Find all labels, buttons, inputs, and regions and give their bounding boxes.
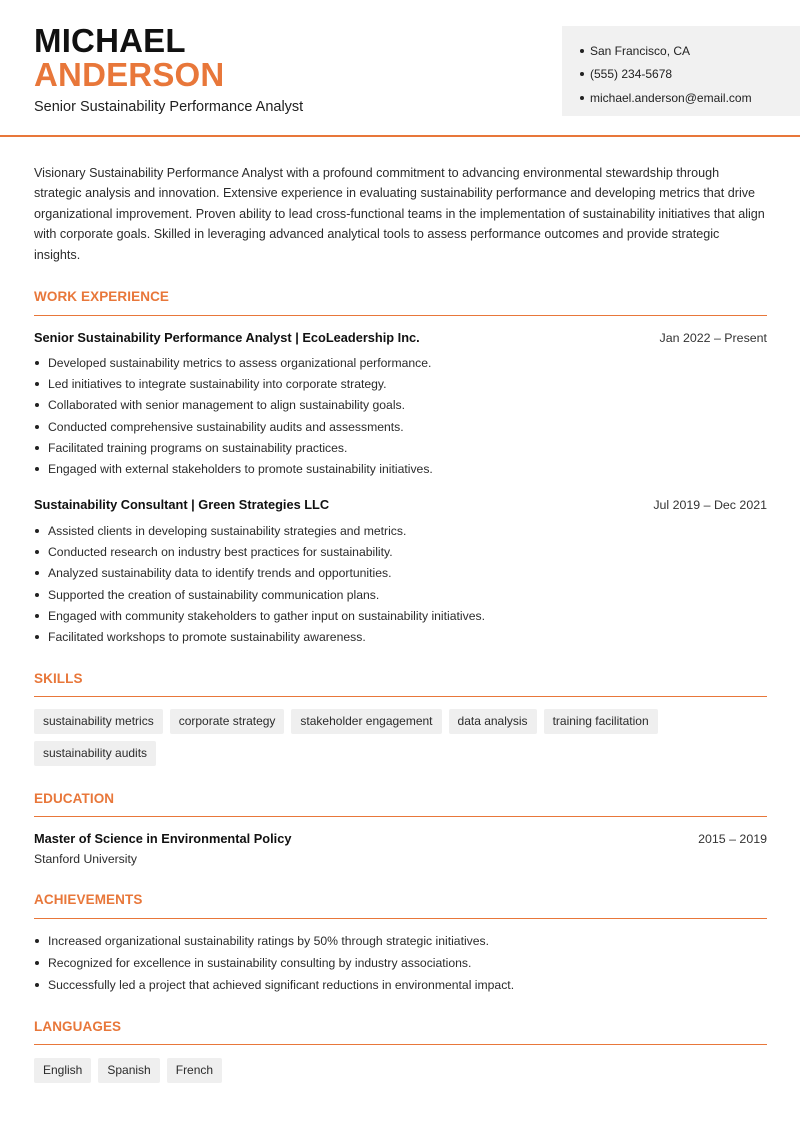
bullet-icon	[35, 635, 39, 639]
job-bullets	[34, 520, 767, 648]
job-bullets	[34, 352, 767, 480]
section-title-work: WORK EXPERIENCE	[34, 289, 170, 304]
job-role: Sustainability Consultant | Green Strategies LLC	[34, 497, 330, 512]
list-item	[34, 458, 767, 479]
section-title-achievements: ACHIEVEMENTS	[34, 892, 143, 907]
contact-phone-text[interactable]: (555) 234-5678	[590, 67, 673, 82]
language-chip: English	[34, 1058, 91, 1083]
list-item	[34, 952, 767, 974]
job-dates: Jul 2019 – Dec 2021	[653, 498, 767, 512]
bullet-icon	[35, 961, 39, 965]
contact-location	[580, 39, 800, 63]
bullet-icon	[35, 382, 39, 386]
skill-chip: corporate strategy	[170, 709, 285, 734]
list-item	[34, 563, 767, 584]
list-item	[34, 584, 767, 605]
list-item-text: Conducted research on industry best practices for sustainability.	[48, 544, 393, 559]
education-dates: 2015 – 2019	[698, 832, 767, 846]
list-item-text: Recognized for excellence in sustainability consulting by industry associations.	[48, 956, 472, 970]
section-divider	[34, 1044, 767, 1045]
resume-header	[0, 0, 800, 137]
section-divider	[34, 816, 767, 817]
list-item	[34, 416, 767, 437]
bullet-icon	[580, 49, 584, 53]
list-item	[34, 437, 767, 458]
language-chip: Spanish	[98, 1058, 159, 1083]
section-divider	[34, 918, 767, 919]
bullet-icon	[35, 593, 39, 597]
list-item-text: Led initiatives to integrate sustainability into corporate strategy.	[48, 376, 387, 391]
list-item-text: Collaborated with senior management to align sustainability goals.	[48, 398, 406, 413]
contact-box	[562, 26, 800, 116]
education-school: Stanford University	[34, 852, 137, 866]
list-item-text: Facilitated workshops to promote sustainability awareness.	[48, 630, 366, 645]
bullet-icon	[35, 425, 39, 429]
list-item	[34, 352, 767, 373]
bullet-icon	[35, 529, 39, 533]
contact-email[interactable]	[580, 86, 800, 110]
section-divider	[34, 315, 767, 316]
language-chip: French	[167, 1058, 222, 1083]
bullet-icon	[35, 550, 39, 554]
list-item-text: Facilitated training programs on sustainability practices.	[48, 440, 348, 455]
section-title-education: EDUCATION	[34, 791, 115, 806]
contact-location-text: San Francisco, CA	[590, 43, 691, 58]
bullet-icon	[35, 983, 39, 987]
list-item-text: Supported the creation of sustainability communication plans.	[48, 587, 380, 602]
list-item-text: Analyzed sustainability data to identify trends and opportunities.	[48, 566, 392, 581]
job-header	[34, 330, 767, 345]
languages-list	[34, 1058, 767, 1083]
achievements-list	[34, 930, 767, 996]
last-name: ANDERSON	[34, 56, 225, 93]
job-dates: Jan 2022 – Present	[659, 331, 767, 345]
contact-email-text[interactable]: michael.anderson@email.com	[590, 90, 752, 105]
bullet-icon	[35, 361, 39, 365]
list-item	[34, 520, 767, 541]
list-item-text: Engaged with community stakeholders to gather input on sustainability initiatives.	[48, 608, 485, 623]
bullet-icon	[35, 403, 39, 407]
list-item	[34, 930, 767, 952]
bullet-icon	[580, 72, 584, 76]
list-item	[34, 605, 767, 626]
skill-chip: stakeholder engagement	[291, 709, 441, 734]
skill-chip: training facilitation	[544, 709, 658, 734]
bullet-icon	[35, 939, 39, 943]
list-item-text: Engaged with external stakeholders to promote sustainability initiatives.	[48, 462, 433, 477]
list-item-text: Conducted comprehensive sustainability audits and assessments.	[48, 419, 404, 434]
list-item	[34, 626, 767, 647]
education-degree: Master of Science in Environmental Policy	[34, 831, 292, 846]
bullet-icon	[35, 446, 39, 450]
list-item	[34, 541, 767, 562]
list-item-text: Assisted clients in developing sustainability strategies and metrics.	[48, 523, 407, 538]
list-item-text: Successfully led a project that achieved significant reductions in environmental impact.	[48, 978, 515, 992]
bullet-icon	[35, 571, 39, 575]
list-item	[34, 373, 767, 394]
list-item-text: Developed sustainability metrics to assess organizational performance.	[48, 355, 432, 370]
summary-paragraph: Visionary Sustainability Performance Analyst with a profound commitment to advancing environmental stewardship through strategic analysis and innovation. Extensive experience in evaluating sustainability performance and developing metrics that drive organizational improvement. Proven ability to lead cross-functional teams in the implementation of sustainability initiatives that align with corporate goals. Skilled in leveraging advanced analytical tools to assess performance outcomes and provide strategic insights.	[34, 166, 765, 262]
skill-chip: data analysis	[449, 709, 537, 734]
bullet-icon	[35, 614, 39, 618]
list-item-text: Increased organizational sustainability ratings by 50% through strategic initiatives.	[48, 934, 490, 948]
job-title: Senior Sustainability Performance Analyst	[34, 99, 304, 115]
list-item	[34, 974, 767, 996]
skill-chip: sustainability audits	[34, 741, 156, 766]
first-name: MICHAEL	[34, 22, 186, 59]
skills-list	[34, 709, 767, 766]
skill-chip: sustainability metrics	[34, 709, 163, 734]
list-item	[34, 395, 767, 416]
section-divider	[34, 696, 767, 697]
section-title-languages: LANGUAGES	[34, 1019, 122, 1034]
bullet-icon	[580, 96, 584, 100]
education-header	[34, 831, 767, 846]
job-role: Senior Sustainability Performance Analyst | EcoLeadership Inc.	[34, 330, 420, 345]
section-title-skills: SKILLS	[34, 671, 83, 686]
bullet-icon	[35, 467, 39, 471]
job-header	[34, 497, 767, 512]
contact-phone[interactable]	[580, 63, 800, 87]
